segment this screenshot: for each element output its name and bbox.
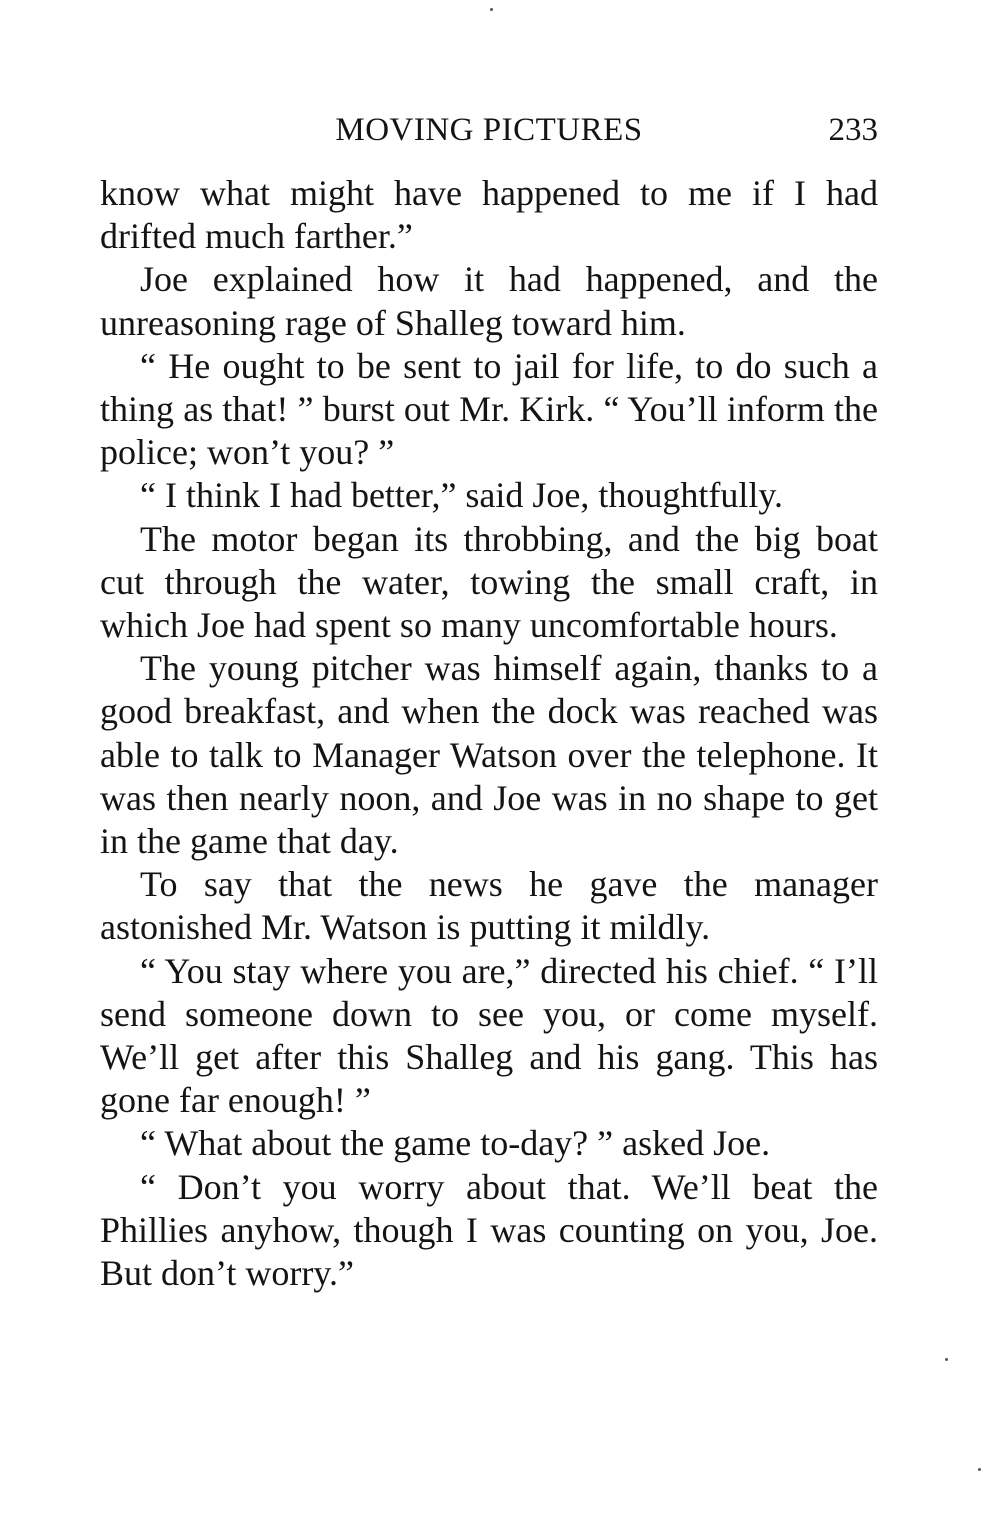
paragraph: “ What about the game to-day? ” asked Joe. bbox=[140, 1123, 771, 1164]
paragraph: “ You stay where you are,” directed his chief. “ I’ll send someone down to see you, or come myself. We’ll get after this Shalleg and his gang. This has gone far enough! ” bbox=[100, 950, 878, 1121]
paragraph: Joe explained how it had happened, and the unreasoning rage of Shalleg toward him. bbox=[100, 259, 878, 343]
body-text bbox=[100, 172, 878, 1295]
paragraph: know what might have happened to me if I had drifted much farther.” bbox=[100, 173, 878, 257]
paper-speck bbox=[945, 1358, 948, 1361]
paragraph: “ I think I had better,” said Joe, thoughtfully. bbox=[140, 475, 784, 516]
paragraph: To say that the news he gave the manager astonished Mr. Watson is putting it mildly. bbox=[100, 864, 878, 948]
paragraph: The young pitcher was himself again, thanks to a good breakfast, and when the dock was reached was able to talk to Manager Watson over the telephone. It was then nearly noon, and Joe was in no shape to get in the game that day. bbox=[100, 648, 878, 862]
paragraph: “ Don’t you worry about that. We’ll beat the Phillies anyhow, though I was counting on you, Joe. But don’t worry.” bbox=[100, 1166, 878, 1294]
paragraph: The motor began its throbbing, and the big boat cut through the water, towing the small craft, in which Joe had spent so many uncomfortable hours. bbox=[100, 518, 878, 646]
running-title: MOVING PICTURES bbox=[335, 112, 643, 148]
paper-speck bbox=[490, 8, 493, 11]
paper-speck bbox=[978, 1468, 981, 1471]
page-number: 233 bbox=[828, 112, 878, 148]
paragraph: “ He ought to be sent to jail for life, to do such a thing as that! ” burst out Mr. Kirk. “ You’ll inform the police; won’t you? ” bbox=[100, 345, 878, 473]
running-head bbox=[100, 108, 878, 152]
